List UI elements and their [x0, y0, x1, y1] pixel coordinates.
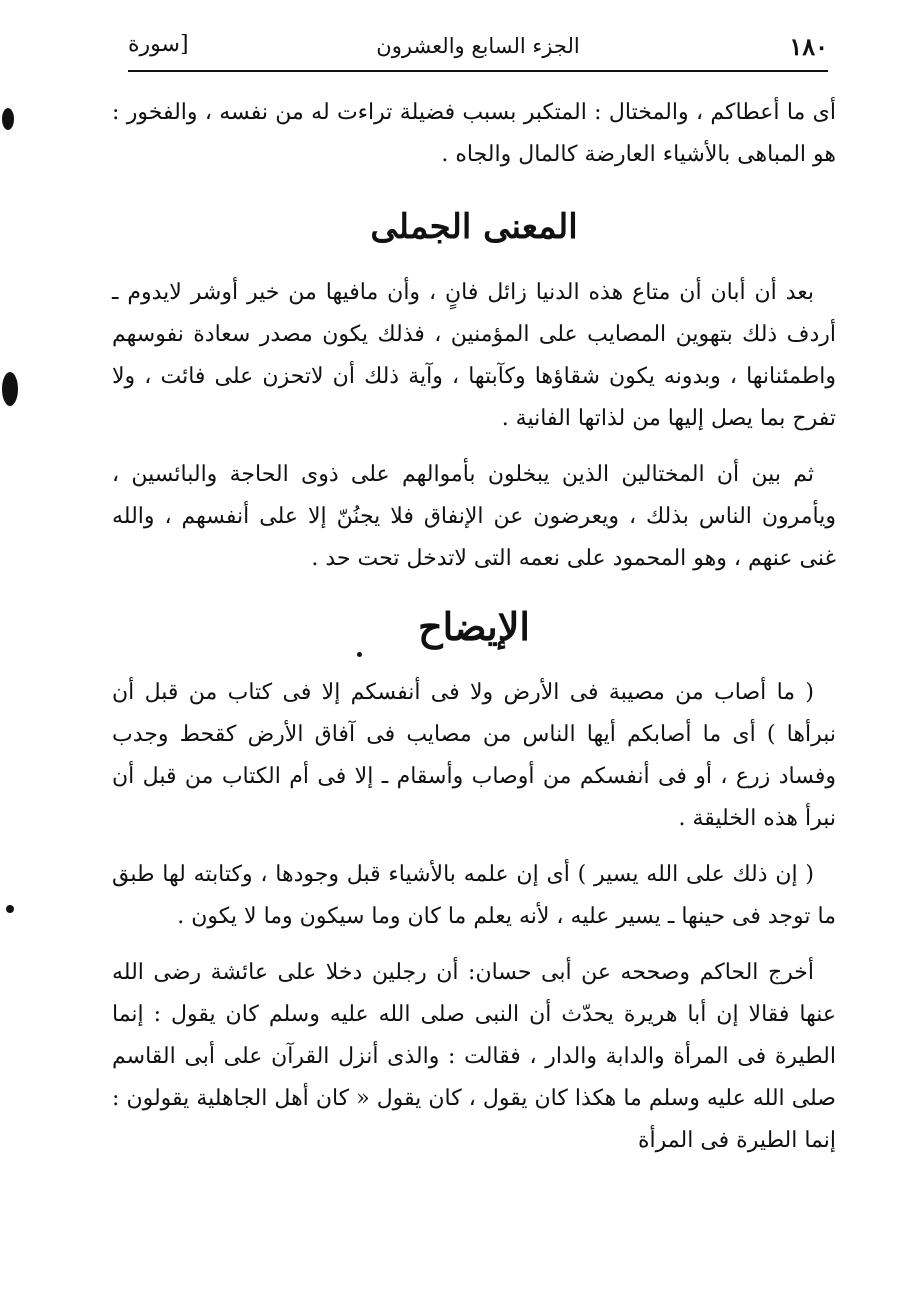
- page-content: [112, 92, 836, 1176]
- summary-paragraph-2: ثم بين أن المختالين الذين يبخلون بأموالهم على ذوى الحاجة والبائسين ، ويأمرون الناس بذلك ، ويعرضون عن الإنفاق فلا يجنُنّ إلا على أنفسهم ، والله غنى عنهم ، وهو المحمود على نعمه التى لاتدخل تحت حد .: [112, 462, 836, 571]
- scan-edge-mark: [2, 108, 14, 130]
- section-title-summary: المعنى الجملى: [370, 207, 578, 247]
- page-number: ١٨٠: [789, 32, 828, 61]
- scan-edge-mark: [6, 905, 14, 913]
- page-header: [128, 30, 828, 72]
- intro-paragraph: أى ما أعطاكم ، والمختال : المتكبر بسبب فضيلة تراءت له من نفسه ، والفخور : هو المباهى بالأشياء العارضة كالمال والجاه .: [112, 100, 836, 167]
- running-title: الجزء السابع والعشرون: [376, 34, 580, 58]
- summary-paragraph-1: بعد أن أبان أن متاع هذه الدنيا زائل فانٍ ، وأن مافيها من خير أوشر لايدوم ـ أردف ذلك بتهوين المصايب على المؤمنين ، فذلك يكون مصدر سعادة نفوسهم واطمئنانها ، وبدونه يكون شقاؤها وكآبتها ، وآية ذلك أن لاتحزن على فائت ، ولا تفرح بما يصل إليها من لذاتها الفانية .: [112, 280, 836, 431]
- explanation-paragraph-1: ( ما أصاب من مصيبة فى الأرض ولا فى أنفسكم إلا فى كتاب من قبل أن نبرأها ) أى ما أصابكم أيها الناس من مصايب فى آفاق الأرض كقحط وجدب وفساد زرع ، أو فى أنفسكم من أوصاب وأسقام ـ إلا فى أم الكتاب من قبل أن نبرأ هذه الخليقة .: [112, 680, 836, 831]
- explanation-paragraph-3: أخرج الحاكم وصححه عن أبى حسان: أن رجلين دخلا على عائشة رضى الله عنها فقالا إن أبا هريرة يحدّث أن النبى صلى الله عليه وسلم كان يقول : إنما الطيرة فى المرأة والدابة والدار ، فقالت : والذى أنزل القرآن على أبى القاسم صلى الله عليه وسلم ما هكذا كان يقول ، كان يقول « كان أهل الجاهلية يقولون : إنما الطيرة فى المرأة: [112, 960, 837, 1153]
- section-title-explanation: الإيضاح: [418, 604, 530, 649]
- surah-label: [سورة: [128, 32, 189, 57]
- explanation-paragraph-2: ( إن ذلك على الله يسير ) أى إن علمه بالأشياء قبل وجودها ، وكتابته لها طبق ما توجد فى حينها ـ يسير عليه ، لأنه يعلم ما كان وما سيكون وما لا يكون .: [112, 862, 836, 929]
- scan-edge-mark: [2, 372, 18, 406]
- ink-dot: [357, 652, 362, 657]
